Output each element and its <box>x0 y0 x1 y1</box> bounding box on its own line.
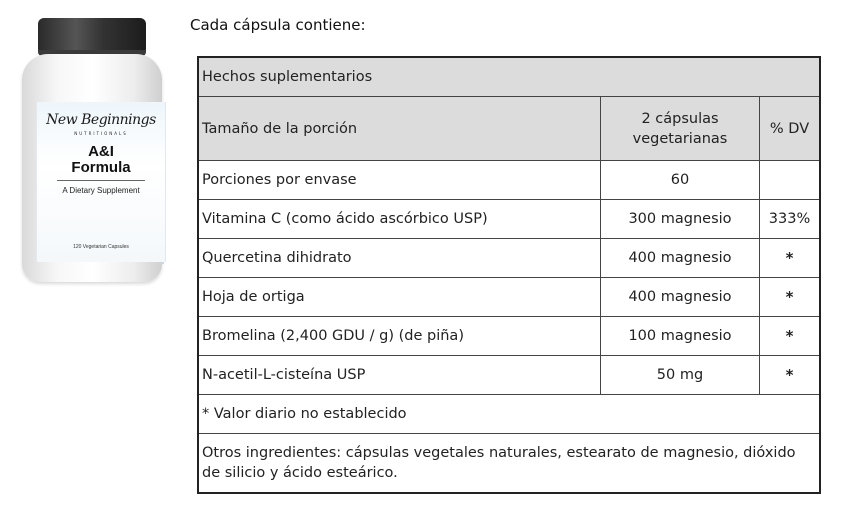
table-row <box>198 356 820 395</box>
supplement-facts-table <box>197 56 821 494</box>
other-ingredients-row <box>198 434 820 494</box>
nutrient-dv: * <box>760 356 821 395</box>
product-subtitle: A Dietary Supplement <box>62 186 140 195</box>
nutrient-name: Bromelina (2,400 GDU / g) (de piña) <box>198 317 601 356</box>
table-title: Hechos suplementarios <box>198 57 820 97</box>
nutrient-dv: * <box>760 317 821 356</box>
nutrient-amount: 300 magnesio <box>601 200 760 239</box>
serving-size-label: Tamaño de la porción <box>198 97 601 161</box>
label-divider <box>57 180 145 181</box>
product-count: 120 Vegetarian Capsules <box>73 244 129 250</box>
nutrient-amount: 400 magnesio <box>601 278 760 317</box>
daily-value-header: % DV <box>760 97 821 161</box>
product-name-line2: Formula <box>71 159 131 176</box>
table-row <box>198 239 820 278</box>
nutrient-amount: 60 <box>601 161 760 200</box>
nutrient-amount: 50 mg <box>601 356 760 395</box>
table-row <box>198 278 820 317</box>
product-name-line1: A&I <box>88 143 114 160</box>
nutrient-dv: 333% <box>760 200 821 239</box>
other-ingredients: Otros ingredientes: cápsulas vegetales naturales, estearato de magnesio, dióxido de silicio y ácido esteárico. <box>198 434 820 494</box>
nutrient-name: Hoja de ortiga <box>198 278 601 317</box>
nutrient-name: Quercetina dihidrato <box>198 239 601 278</box>
nutrient-dv <box>760 161 821 200</box>
table-header-row <box>198 97 820 161</box>
nutrient-amount: 100 magnesio <box>601 317 760 356</box>
brand-logo: New Beginnings <box>46 112 156 128</box>
footnote-row <box>198 395 820 434</box>
daily-value-footnote: * Valor diario no establecido <box>198 395 820 434</box>
page-heading: Cada cápsula contiene: <box>190 16 366 34</box>
nutrient-name: Vitamina C (como ácido ascórbico USP) <box>198 200 601 239</box>
table-row <box>198 161 820 200</box>
nutrient-name: Porciones por envase <box>198 161 601 200</box>
table-title-row <box>198 57 820 97</box>
nutrient-dv: * <box>760 239 821 278</box>
serving-size-value: 2 cápsulas vegetarianas <box>601 97 760 161</box>
brand-subtitle: NUTRITIONALS <box>74 131 128 136</box>
table-row <box>198 317 820 356</box>
bottle-cap <box>38 18 146 52</box>
bottle-label <box>36 102 166 262</box>
nutrient-name: N-acetil-L-cisteína USP <box>198 356 601 395</box>
nutrient-amount: 400 magnesio <box>601 239 760 278</box>
table-row <box>198 200 820 239</box>
product-bottle-image <box>20 14 164 288</box>
nutrient-dv: * <box>760 278 821 317</box>
product-name <box>37 144 165 176</box>
